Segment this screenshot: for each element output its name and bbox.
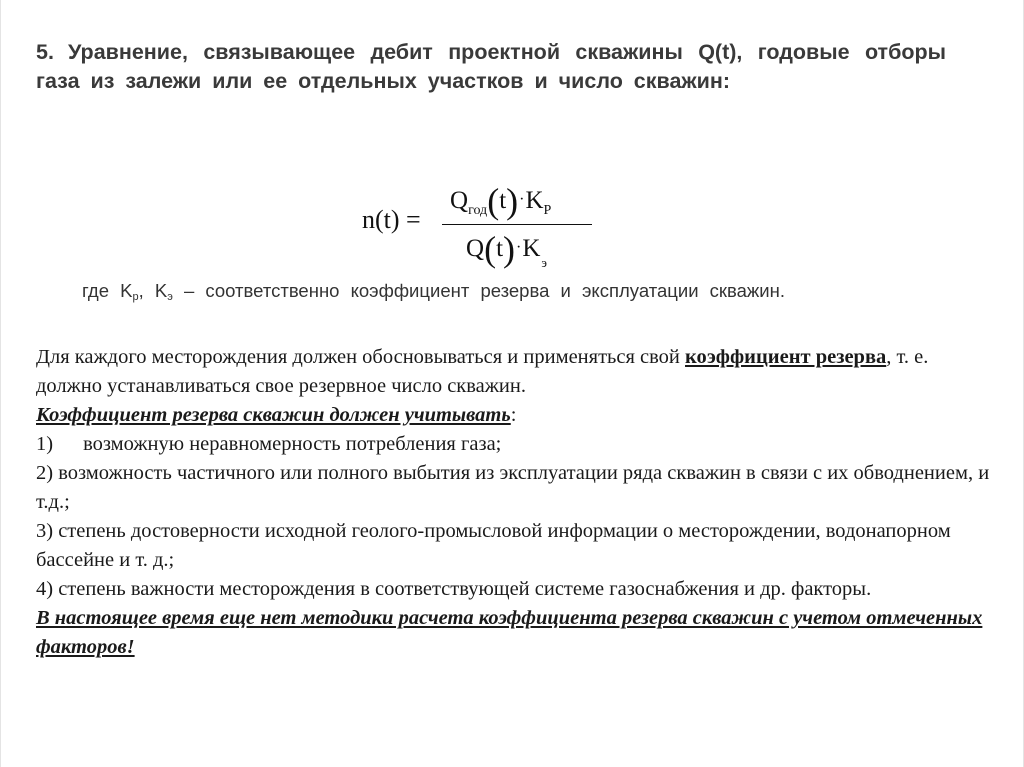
formula-lhs: n(t) = xyxy=(362,205,421,234)
legend-kp-subscript: р xyxy=(132,291,139,303)
denominator-dot: · xyxy=(516,239,522,256)
legend-ke-subscript: э xyxy=(167,291,173,303)
conclusion xyxy=(36,604,996,662)
denominator-paren-close: ) xyxy=(503,229,516,269)
numerator-k: K xyxy=(525,187,544,214)
denominator-paren-open: ( xyxy=(484,229,497,269)
list-item-1 xyxy=(36,430,996,459)
factors-intro-emphasis: Коэффициент резерва скважин должен учитывать xyxy=(36,404,511,426)
conclusion-text: В настоящее время еще нет методики расчета коэффициента резерва скважин с учетом отмеченных факторов! xyxy=(36,607,983,658)
term-reserve-coefficient: коэффициент резерва xyxy=(685,346,887,368)
formula-legend xyxy=(36,277,896,311)
numerator-q: Q xyxy=(450,187,469,214)
denominator-t: t xyxy=(496,235,504,262)
p1-end: , т. е. должно устанавливаться свое резервное число скважин. xyxy=(36,346,929,397)
formula-numerator xyxy=(450,180,551,222)
heading-text: Уравнение, связывающее дебит проектной скважины Q(t), годовые отборы газа из залежи или ее отдельных участков и число скважин: xyxy=(36,40,946,93)
formula-denominator xyxy=(466,228,547,271)
numerator-paren-close: ) xyxy=(506,181,519,221)
p1-start: Для каждого месторождения должен обосновываться и применяться свой xyxy=(36,346,686,368)
numerator-dot: · xyxy=(519,191,525,208)
denominator-k-subscript: э xyxy=(541,255,547,270)
legend-separator: , K xyxy=(138,280,168,301)
list-item-1-text: возможную неравномерность потребления газа; xyxy=(83,433,502,455)
numerator-q-subscript: год xyxy=(468,203,488,218)
list-item-3: 3) степень достоверности исходной геолого-промысловой информации о месторождении, водонапорном бассейне и т. д.; xyxy=(36,520,951,571)
body-text xyxy=(36,343,996,662)
numerator-t: t xyxy=(499,187,507,214)
heading-number: 5. xyxy=(36,40,54,64)
list-item-4: 4) степень важности месторождения в соответствующей системе газоснабжения и др. факторы. xyxy=(36,578,872,600)
denominator-k: K xyxy=(522,235,541,262)
numerator-paren-open: ( xyxy=(487,181,500,221)
legend-text: – соответственно коэффициент резерва и эксплуатации скважин. xyxy=(172,280,785,301)
denominator-q: Q xyxy=(466,235,485,262)
list-item-2: 2) возможность частичного или полного выбытия из эксплуатации ряда скважин в связи с их обводнением, и т.д.; xyxy=(36,462,990,513)
section-heading xyxy=(36,38,946,96)
fraction-line xyxy=(442,224,592,225)
paragraph-factors-intro xyxy=(36,401,996,430)
numerator-k-subscript: P xyxy=(543,203,552,218)
list-item-1-number: 1) xyxy=(36,433,54,455)
legend-prefix: где K xyxy=(82,280,133,301)
formula-wells-count xyxy=(362,180,602,270)
factors-intro-colon: : xyxy=(510,404,517,426)
paragraph-reserve-coefficient xyxy=(36,343,996,401)
